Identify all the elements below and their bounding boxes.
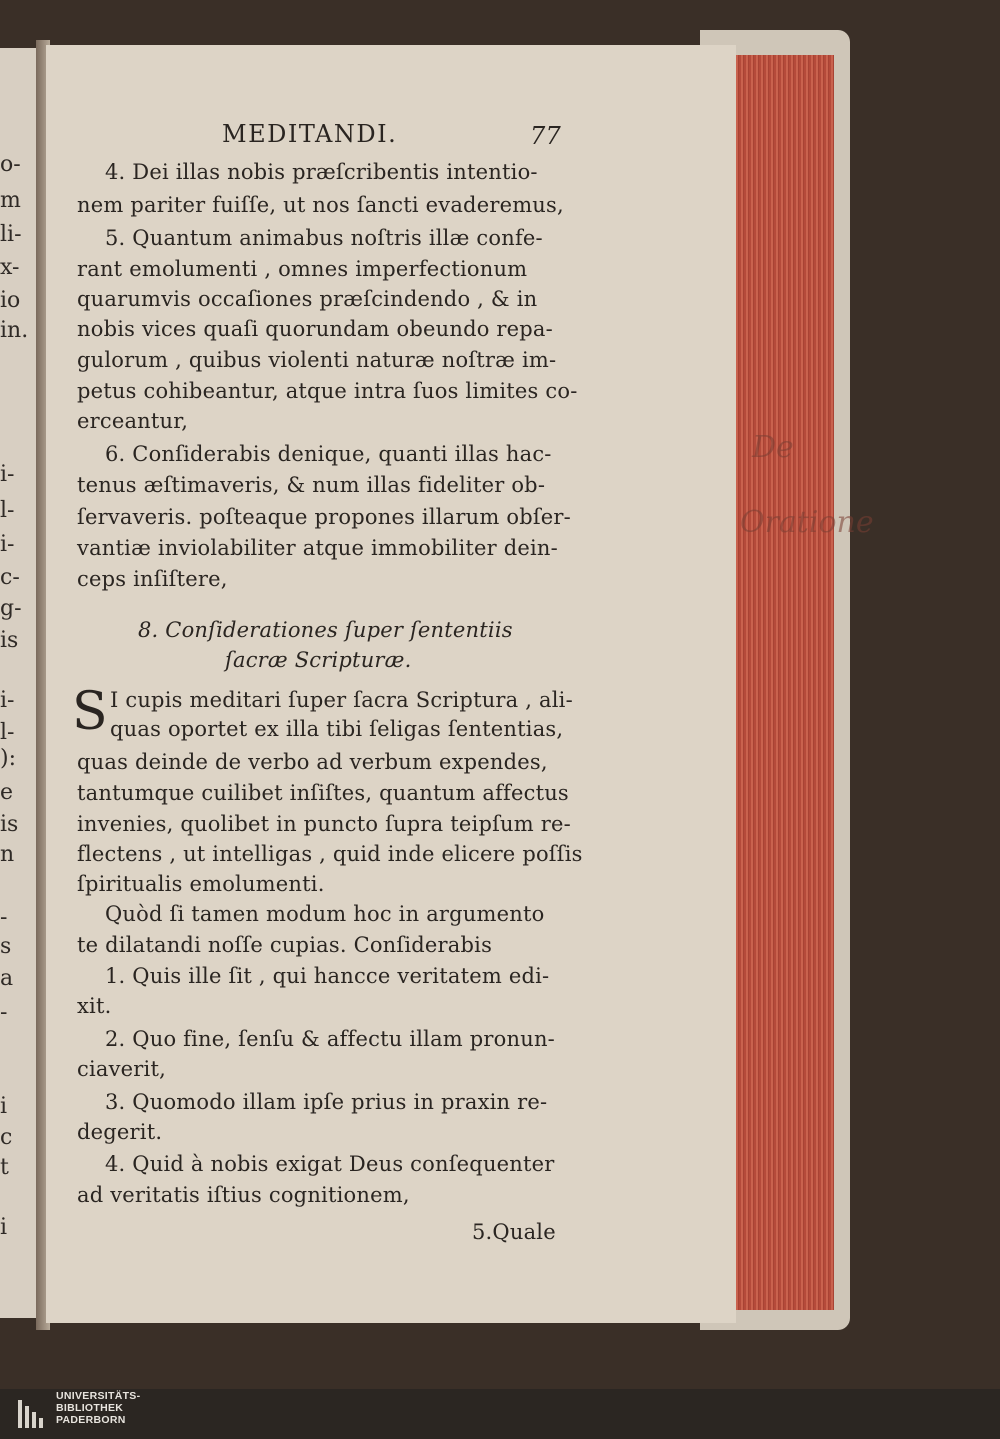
text-line: gulorum , quibus violenti naturæ noſtræ im- xyxy=(77,348,557,372)
text-line: te dilatandi noſſe cupias. Conſiderabis xyxy=(77,933,493,957)
text-line: ad veritatis iſtius cognitionem, xyxy=(77,1183,410,1207)
text-line: 4. Dei illas nobis præſcribentis intentio- xyxy=(105,160,538,184)
text-line: erceantur, xyxy=(77,409,189,433)
text-line: tenus æſtimaveris, & num illas fideliter ob- xyxy=(77,473,546,497)
text-line: petus cohibeantur, atque intra ſuos limites co- xyxy=(77,379,578,403)
left-page-fragment: - xyxy=(0,905,8,930)
text-line: 6. Conſiderabis denique, quanti illas hac- xyxy=(105,442,552,466)
left-page-fragment: n xyxy=(0,842,15,867)
text-line: ſervaveris. poſteaque propones illarum obſer- xyxy=(77,505,571,529)
left-page-fragment: i- xyxy=(0,462,15,487)
text-line: 2. Quo fine, ſenſu & affectu illam pronun- xyxy=(105,1027,555,1051)
left-page-fragment: - xyxy=(0,1000,8,1025)
text-line: ſpiritualis emolumenti. xyxy=(77,872,325,896)
left-page-fragment: l- xyxy=(0,720,15,745)
left-page-fragment: x- xyxy=(0,255,20,280)
left-page-fragment: i- xyxy=(0,532,15,557)
text-line: quas deinde de verbo ad verbum expendes, xyxy=(77,750,548,774)
library-logo-icon xyxy=(18,1400,48,1428)
left-page-fragment: io xyxy=(0,288,21,313)
catchword: 5.Quale xyxy=(472,1220,556,1244)
left-page-fragment: e xyxy=(0,780,14,805)
drop-cap: S xyxy=(72,682,108,742)
logo-line: UNIVERSITÄTS- xyxy=(56,1390,141,1402)
left-page-fragment: c xyxy=(0,1125,13,1150)
text-line: ciaverit, xyxy=(77,1057,166,1081)
text-line: 3. Quomodo illam ipſe prius in praxin re- xyxy=(105,1090,548,1114)
text-line: quas oportet ex illa tibi ſeligas ſententias, xyxy=(110,717,564,741)
text-line: degerit. xyxy=(77,1120,163,1144)
text-line: 5. Quantum animabus noſtris illæ confe- xyxy=(105,226,543,250)
section-heading: 8. Conſiderationes ſuper ſententiis xyxy=(138,618,513,642)
text-line: 4. Quid à nobis exigat Deus conſequenter xyxy=(105,1152,555,1176)
text-line: invenies, quolibet in puncto ſupra teipſum re- xyxy=(77,812,571,836)
left-page-fragment: i xyxy=(0,1094,8,1119)
edge-bleed-word: Oratione xyxy=(740,505,874,540)
left-page-fragment: i xyxy=(0,1215,8,1240)
running-head-title: MEDITANDI. xyxy=(222,120,398,148)
left-page-fragment: s xyxy=(0,934,12,959)
edge-bleed-word: De xyxy=(752,430,794,465)
text-line: 1. Quis ille ſit , qui hancce veritatem edi- xyxy=(105,964,550,988)
left-page-fragment: ): xyxy=(0,746,16,771)
text-line: Quòd ſi tamen modum hoc in argumento xyxy=(105,902,545,926)
left-page-fragment: i- xyxy=(0,688,15,713)
text-line: I cupis meditari ſuper ſacra Scriptura , ali- xyxy=(110,688,573,712)
text-line: ceps inſiſtere, xyxy=(77,567,228,591)
section-heading: ſacræ Scripturæ. xyxy=(225,648,412,672)
text-line: quarumvis occaſiones præſcindendo , & in xyxy=(77,287,538,311)
left-page-fragment: in. xyxy=(0,318,29,343)
footer-bar xyxy=(0,1389,1000,1439)
logo-line: PADERBORN xyxy=(56,1414,126,1426)
page-edges xyxy=(734,55,834,1310)
left-page-fragment: is xyxy=(0,812,19,837)
text-line: flectens , ut intelligas , quid inde elicere poſſis xyxy=(77,842,583,866)
text-line: vantiæ inviolabiliter atque immobiliter dein- xyxy=(77,536,558,560)
left-page-fragment: g- xyxy=(0,596,22,621)
left-page-fragment: is xyxy=(0,628,19,653)
left-page-fragment: m xyxy=(0,188,21,213)
page-number: 77 xyxy=(530,122,561,150)
left-page-fragment: l- xyxy=(0,498,15,523)
text-line: nobis vices quaſi quorundam obeundo repa- xyxy=(77,317,553,341)
left-page-fragment: li- xyxy=(0,222,22,247)
text-line: xit. xyxy=(77,994,112,1018)
text-line: tantumque cuilibet inſiſtes, quantum affectus xyxy=(77,781,569,805)
left-page-fragment: o- xyxy=(0,152,21,177)
library-logo-text xyxy=(56,1390,140,1426)
text-line: rant emolumenti , omnes imperfectionum xyxy=(77,257,528,281)
left-page-fragment: c- xyxy=(0,565,20,590)
logo-line: BIBLIOTHEK xyxy=(56,1402,124,1414)
text-line: nem pariter fuiſſe, ut nos ſancti evaderemus, xyxy=(77,193,564,217)
left-page-fragment: t xyxy=(0,1155,9,1180)
left-page-fragment: a xyxy=(0,966,14,991)
